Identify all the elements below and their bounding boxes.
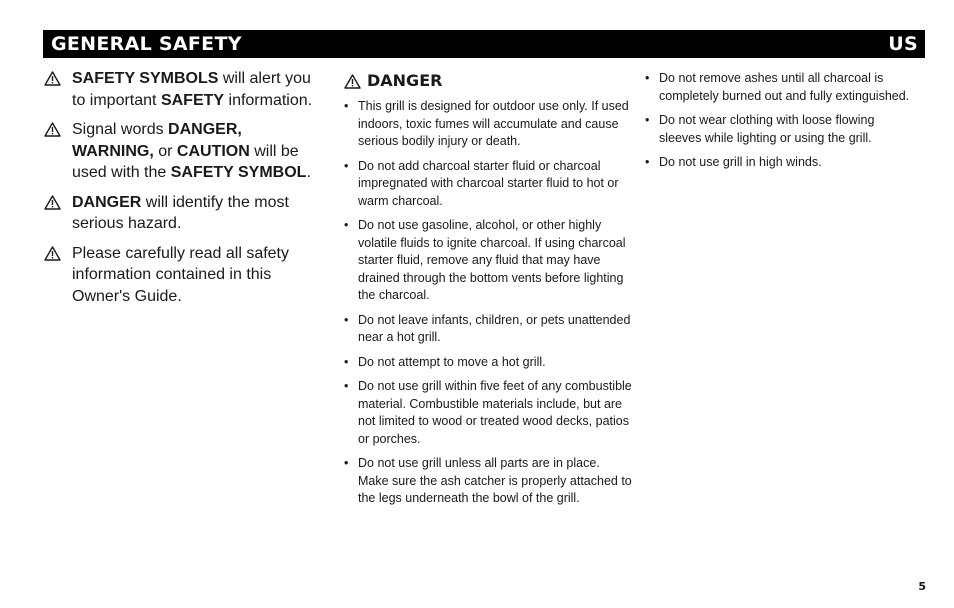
bold-text: CAUTION [176, 142, 250, 160]
bullet-icon: • [344, 456, 349, 470]
region-label: US [888, 33, 918, 55]
symbol-item [43, 243, 318, 308]
bold-text: SAFETY SYMBOL [170, 164, 307, 181]
bullet-item [342, 354, 632, 372]
warning-triangle-icon [44, 195, 61, 210]
bullet-icon: • [344, 354, 349, 369]
bullet-text: Do not use grill in high winds. [659, 155, 822, 169]
bullet-text: Do not use gasoline, alcohol, or other highly volatile fluids to ignite charcoal. If using charcoal starter fluid, remove any fluid that may have drained through the bottom vents before lighting the charcoal. [358, 218, 626, 302]
bullet-text: Do not wear clothing with loose flowing sleeves while lighting or using the grill. [659, 113, 875, 145]
bullet-text: Do not add charcoal starter fluid or charcoal impregnated with charcoal starter fluid to hot or warm charcoal. [358, 158, 619, 208]
symbol-item [43, 68, 318, 111]
bullet-icon: • [645, 113, 650, 127]
bold-text: SAFETY SYMBOLS [72, 70, 219, 87]
bullet-item [342, 158, 632, 211]
bullet-text: Do not leave infants, children, or pets unattended near a hot grill. [358, 312, 631, 344]
bullet-icon: • [645, 155, 650, 169]
bullet-text: Do not use grill unless all parts are in place. Make sure the ash catcher is properly attached to the legs underneath the bowl of the grill. [358, 456, 632, 505]
section-header [43, 30, 925, 58]
bullet-icon: • [344, 312, 349, 327]
danger-title: DANGER [367, 71, 443, 90]
bold-text: DANGER, WARNING, [72, 121, 242, 160]
bullet-icon: • [344, 218, 349, 232]
bullet-item [643, 112, 913, 147]
page-number: 5 [918, 580, 926, 593]
body-text: will identify the most serious hazard. [72, 193, 289, 232]
body-text: Please carefully read all safety information contained in this Owner's Guide. [72, 244, 289, 305]
bullet-text: Do not use grill within five feet of any combustible material. Combustible materials include, but are not limited to wood or treated wood decks, patios or porches. [358, 379, 632, 446]
body-text: will be used with the [72, 142, 299, 181]
warning-triangle-icon [344, 74, 361, 89]
bullet-text: Do not remove ashes until all charcoal is completely burned out and fully extinguished. [659, 71, 910, 103]
bullet-icon: • [344, 158, 349, 173]
danger-list [342, 98, 632, 508]
symbol-item [43, 119, 318, 184]
continued-list [643, 70, 913, 172]
danger-heading [342, 70, 632, 92]
bullet-item [643, 70, 913, 105]
bullet-item [643, 154, 913, 172]
bullet-item [342, 378, 632, 448]
warning-triangle-icon [44, 122, 61, 137]
bullet-icon: • [344, 99, 349, 113]
bullet-text: This grill is designed for outdoor use only. If used indoors, toxic fumes will accumulate and cause serious bodily injury or death. [358, 99, 629, 148]
warning-triangle-icon [44, 246, 61, 261]
bullet-icon: • [344, 379, 349, 393]
warning-triangle-icon [44, 71, 61, 86]
bullet-item [342, 217, 632, 305]
body-text: Signal words [72, 121, 169, 138]
continued-column [643, 70, 913, 179]
bullet-item [342, 312, 632, 347]
section-title: GENERAL SAFETY [51, 33, 242, 55]
bullet-text: Do not attempt to move a hot grill. [358, 354, 546, 369]
bold-text: DANGER [72, 193, 142, 211]
body-text: information. [224, 91, 313, 109]
bullet-item [342, 98, 632, 151]
safety-symbols-column [43, 68, 318, 315]
body-text: or [153, 142, 177, 160]
body-text: . [306, 164, 311, 181]
danger-column [342, 70, 632, 515]
symbol-item [43, 192, 318, 235]
bullet-icon: • [645, 71, 650, 85]
bullet-item [342, 455, 632, 508]
bold-text: SAFETY [160, 91, 225, 109]
body-text: will alert you to important [72, 70, 311, 109]
